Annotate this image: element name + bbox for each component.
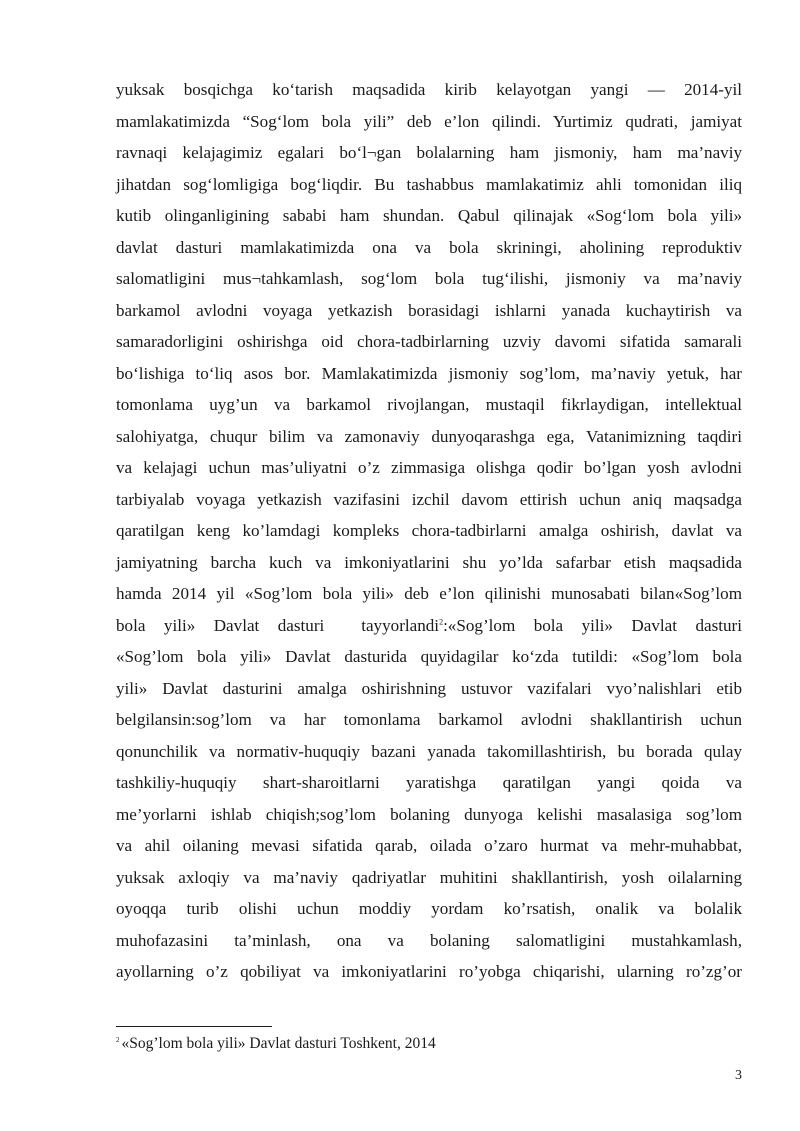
text-line: jamiyatning barcha kuch va imkoniyatlarini shu yo’lda safarbar etish maqsadida	[116, 552, 742, 572]
text-line: davlat dasturi mamlakatimizda ona va bola skriningi, aholining reproduktiv	[116, 237, 742, 257]
footnote-mark: 2	[116, 1035, 120, 1044]
text-line: tashkiliy-huquqiy shart-sharoitlarni yaratishga qaratilgan yangi qoida va	[116, 773, 742, 792]
text-line: kutib olinganligining sababi ham shundan. Qabul qilinajak «Sog‘lom bola yili»	[116, 206, 742, 225]
text-line: tomonlama uyg’un va barkamol rivojlangan, mustaqil fikrlaydigan, intellektual	[116, 395, 742, 414]
footnote-reference[interactable]: 2	[439, 616, 444, 626]
text-line: ayollarning o’z qobiliyat va imkoniyatlarini ro’yobga chiqarishi, ularning ro’zg’or	[116, 962, 742, 981]
text-line: ravnaqi kelajagimiz egalari bo‘l¬gan bolalarning ham jismoniy, ham ma’naviy	[116, 143, 742, 162]
text-line: muhofazasini ta’minlash, ona va bolaning salomatligini mustahkamlash,	[116, 930, 742, 950]
text-line: salohiyatga, chuqur bilim va zamonaviy dunyoqarashga ega, Vatanimizning taqdiri	[116, 426, 742, 446]
text-line: oyoqqa turib olishi uchun moddiy yordam ko’rsatish, onalik va bolalik	[116, 899, 742, 918]
text-line: me’yorlarni ishlab chiqish;sog’lom bolaning dunyoga kelishi masalasiga sog’lom	[116, 804, 742, 824]
text-line: qonunchilik va normativ-huquqiy bazani yanada takomillashtirish, bu borada qulay	[116, 741, 742, 761]
text-line: mamlakatimizda “Sog‘lom bola yili” deb e’lon qilindi. Yurtimiz qudrati, jamiyat	[116, 111, 742, 131]
footnote-text: «Sog’lom bola yili» Davlat dasturi Toshkent, 2014	[121, 1035, 436, 1052]
text-line: va kelajagi uchun mas’uliyatni o’z zimmasiga olishga qodir bo’lgan yosh avlodni	[116, 458, 742, 477]
text-line: hamda 2014 yil «Sog’lom bola yili» deb e’lon qilinishi munosabati bilan«Sog’lom	[116, 584, 742, 603]
page-number: 3	[735, 1068, 742, 1083]
text-line: belgilansin:sog’lom va har tomonlama barkamol avlodni shakllantirish uchun	[116, 710, 742, 729]
footnote-divider	[116, 1026, 272, 1027]
text-line: yili» Davlat dasturini amalga oshirishning ustuvor vazifalari vyo’nalishlari etib	[116, 678, 742, 698]
text-line-with-footnote-ref	[116, 610, 742, 642]
text-line: yuksak axloqiy va ma’naviy qadriyatlar muhitini shakllantirish, yosh oilalarning	[116, 867, 742, 887]
text-line: barkamol avlodni voyaga yetkazish borasidagi ishlarni yanada kuchaytirish va	[116, 300, 742, 320]
text-line: bo‘lishiga to‘liq asos bor. Mamlakatimizda jismoniy sog’lom, ma’naviy yetuk, har	[116, 363, 742, 383]
text-segment: :«Sog’lom bola yili» Davlat dasturi	[443, 615, 742, 635]
text-line: jihatdan sog‘lomligiga bog‘liqdir. Bu tashabbus mamlakatimiz ahli tomonidan iliq	[116, 174, 742, 194]
text-line: qaratilgan keng ko’lamdagi kompleks chora-tadbirlarni amalga oshirish, davlat va	[116, 521, 742, 540]
body-text	[116, 74, 742, 988]
text-line: «Sog’lom bola yili» Davlat dasturida quyidagilar ko‘zda tutildi: «Sog’lom bola	[116, 647, 742, 666]
text-line: samaradorligini oshirishga oid chora-tadbirlarning uzviy davomi sifatida samarali	[116, 332, 742, 351]
text-line: yuksak bosqichga ko‘tarish maqsadida kirib kelayotgan yangi — 2014-yil	[116, 80, 742, 99]
footnote	[116, 1034, 436, 1054]
text-line: va ahil oilaning mevasi sifatida qarab, oilada o’zaro hurmat va mehr-muhabbat,	[116, 836, 742, 855]
text-segment: bola yili» Davlat dasturi tayyorlandi	[116, 615, 440, 635]
text-line: salomatligini mus¬tahkamlash, sog‘lom bola tug‘ilishi, jismoniy va ma’naviy	[116, 269, 742, 288]
text-line: tarbiyalab voyaga yetkazish vazifasini izchil davom ettirish uchun aniq maqsadga	[116, 489, 742, 509]
